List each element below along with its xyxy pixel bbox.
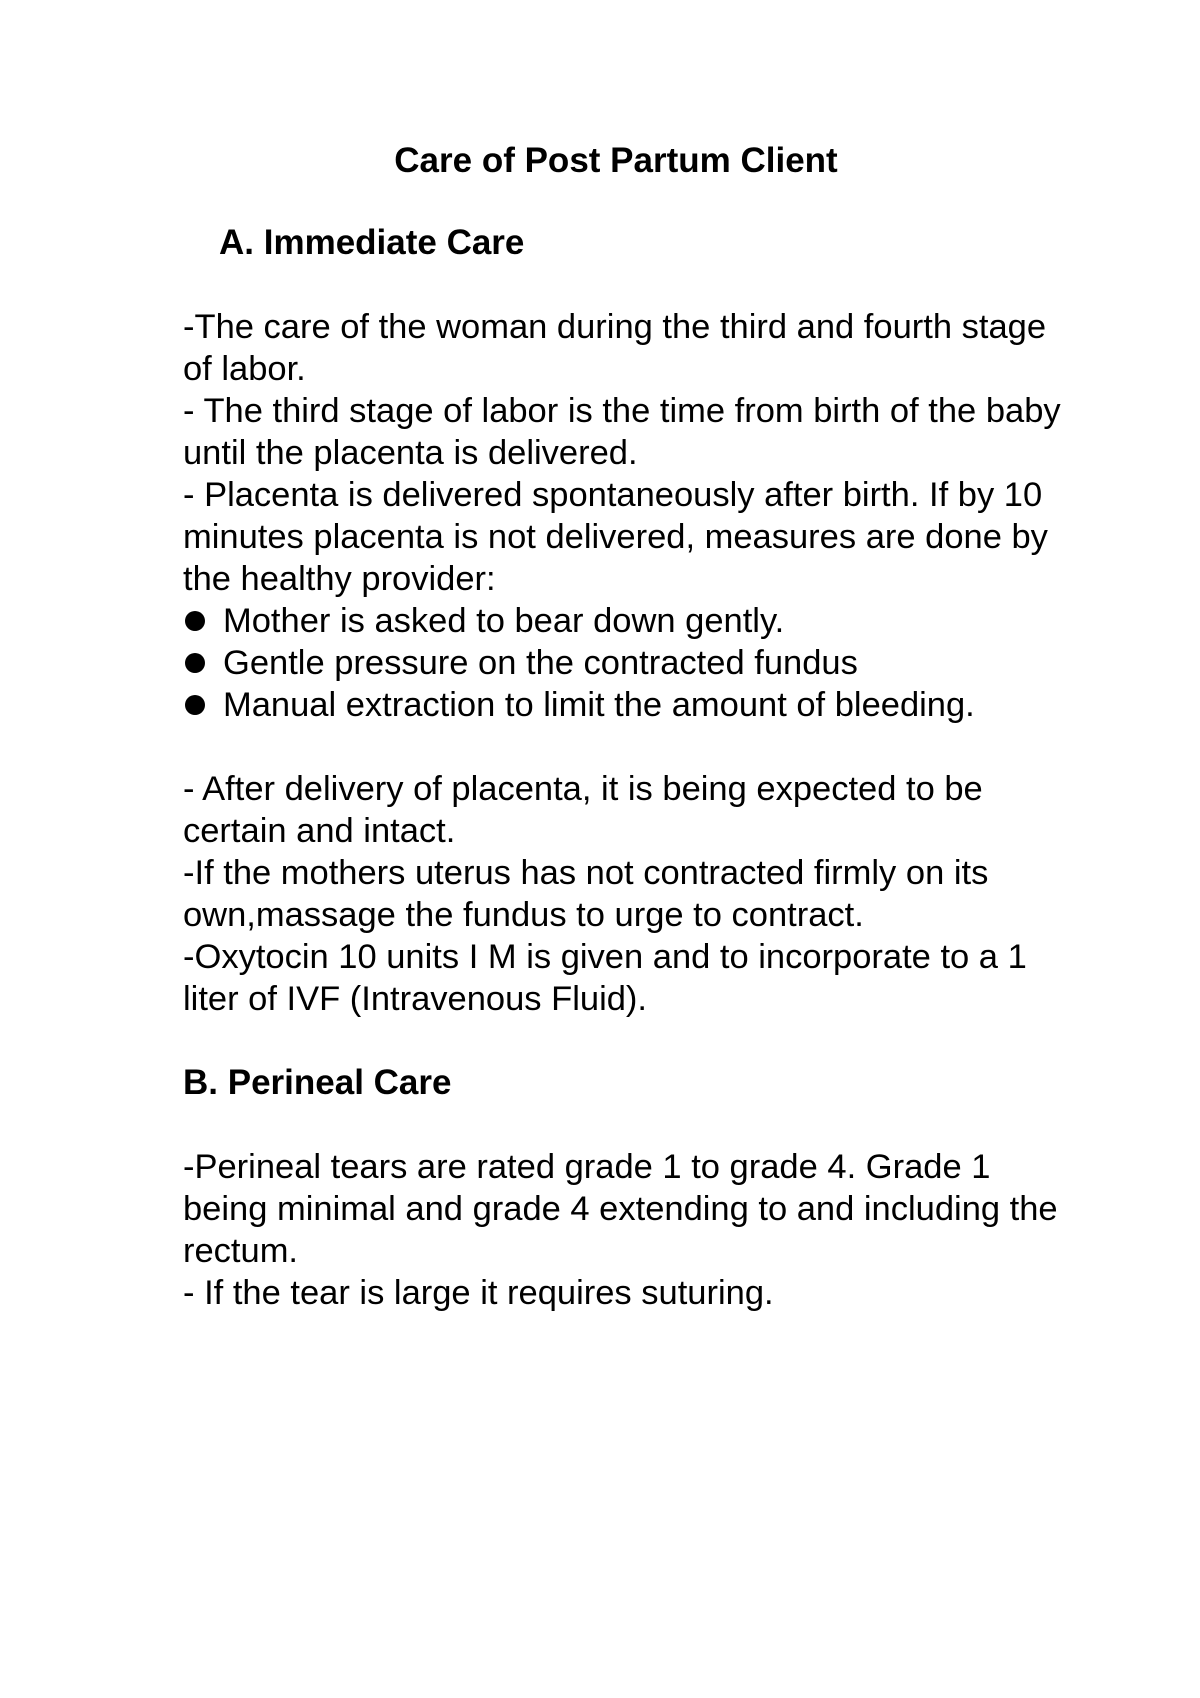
paragraph: - The third stage of labor is the time from birth of the baby until the placenta is delivered. bbox=[183, 392, 1061, 472]
bullet-icon bbox=[185, 611, 205, 631]
list-item bbox=[183, 642, 1063, 684]
spacer bbox=[183, 726, 1063, 768]
paragraph: -If the mothers uterus has not contracted firmly on its own,massage the fundus to urge to contract. bbox=[183, 854, 989, 934]
section-b-heading: B. Perineal Care bbox=[183, 1063, 452, 1102]
list-item bbox=[183, 684, 1063, 726]
bullet-icon bbox=[185, 695, 205, 715]
paragraph: -Oxytocin 10 units I M is given and to incorporate to a 1 liter of IVF (Intravenous Fluid). bbox=[183, 938, 1027, 1018]
document-body bbox=[183, 140, 1063, 1314]
paragraph: -Perineal tears are rated grade 1 to grade 4. Grade 1 being minimal and grade 4 extending to and including the rectum. bbox=[183, 1148, 1058, 1270]
bullet-icon bbox=[185, 653, 205, 673]
list-item bbox=[183, 600, 1063, 642]
paragraph: - Placenta is delivered spontaneously after birth. If by 10 minutes placenta is not delivered, measures are done by the healthy provider: bbox=[183, 476, 1048, 598]
paragraph: - After delivery of placenta, it is being expected to be certain and intact. bbox=[183, 770, 983, 850]
paragraph: - If the tear is large it requires suturing. bbox=[183, 1274, 774, 1312]
document-title: Care of Post Partum Client bbox=[394, 141, 838, 180]
section-a-heading: A. Immediate Care bbox=[219, 223, 525, 262]
list-item-text: Manual extraction to limit the amount of bleeding. bbox=[223, 686, 975, 724]
list-item-text: Mother is asked to bear down gently. bbox=[223, 602, 785, 640]
bullet-list bbox=[183, 600, 1063, 726]
paragraph: -The care of the woman during the third and fourth stage of labor. bbox=[183, 308, 1047, 388]
list-item-text: Gentle pressure on the contracted fundus bbox=[223, 644, 858, 682]
